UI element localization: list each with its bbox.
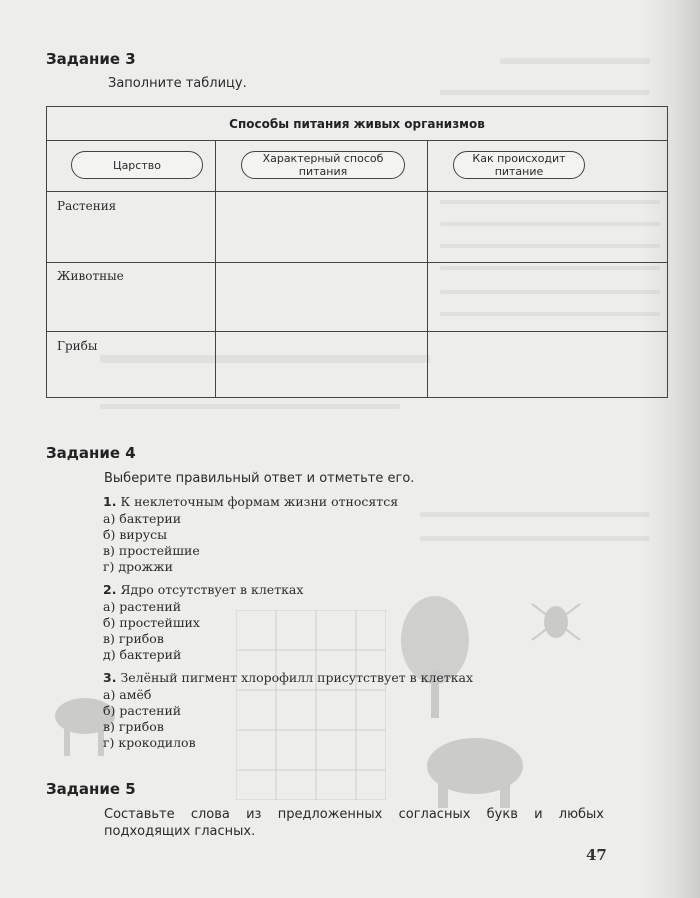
table-divider [215, 141, 216, 397]
ghost-tree-icon [395, 590, 475, 720]
table-divider [47, 331, 667, 332]
question-number: 2. [103, 582, 117, 597]
ghost-insect-icon [526, 590, 586, 650]
answer-option[interactable]: д) бактерий [103, 647, 182, 662]
table-divider [47, 191, 667, 192]
answer-cell[interactable] [429, 333, 667, 397]
column-header-kingdom: Царство [71, 151, 203, 179]
answer-option[interactable]: в) грибов [103, 631, 164, 646]
answer-option[interactable]: в) простейшие [103, 543, 200, 558]
answer-cell[interactable] [429, 193, 667, 261]
task3-heading: Задание 3 [46, 50, 136, 68]
answer-option[interactable]: а) амёб [103, 687, 152, 702]
answer-option[interactable]: а) растений [103, 599, 182, 614]
task5-instruction: Составьте слова из предложенных согласных букв и любых подходящих гласных. [104, 807, 604, 839]
ghost-grid-icon [236, 610, 386, 800]
answer-option[interactable]: б) вирусы [103, 527, 168, 542]
ghost-animal-icon [420, 730, 530, 810]
task5-heading: Задание 5 [46, 780, 136, 798]
question-3 [103, 670, 473, 685]
question-text: Ядро отсутствует в клетках [120, 582, 304, 597]
question-1 [103, 494, 398, 509]
answer-option[interactable]: в) грибов [103, 719, 164, 734]
row-label-animals: Животные [57, 269, 124, 283]
table-divider [427, 141, 428, 397]
column-header-nutrition-method: Характерный способ питания [241, 151, 405, 179]
answer-cell[interactable] [217, 193, 426, 261]
nutrition-table [46, 106, 668, 398]
question-text: К неклеточным формам жизни относятся [120, 494, 399, 509]
table-title: Способы питания живых организмов [47, 107, 667, 141]
answer-option[interactable]: г) крокодилов [103, 735, 196, 750]
answer-cell[interactable] [217, 333, 426, 397]
question-text: Зелёный пигмент хлорофилл присутствует в клетках [120, 670, 474, 685]
row-label-fungi: Грибы [57, 339, 98, 353]
task3-instruction: Заполните таблицу. [108, 76, 247, 91]
answer-option[interactable]: б) растений [103, 703, 182, 718]
task4-heading: Задание 4 [46, 444, 136, 462]
answer-cell[interactable] [217, 264, 426, 330]
question-number: 1. [103, 494, 117, 509]
question-2 [103, 582, 303, 597]
answer-option[interactable]: а) бактерии [103, 511, 182, 526]
answer-cell[interactable] [429, 264, 667, 330]
row-label-plants: Растения [57, 199, 117, 213]
task4-instruction: Выберите правильный ответ и отметьте его. [104, 471, 415, 486]
answer-option[interactable]: б) простейших [103, 615, 200, 630]
page-number: 47 [586, 846, 607, 864]
question-number: 3. [103, 670, 117, 685]
answer-option[interactable]: г) дрожжи [103, 559, 173, 574]
table-divider [47, 262, 667, 263]
column-header-how-it-happens: Как происходит питание [453, 151, 585, 179]
